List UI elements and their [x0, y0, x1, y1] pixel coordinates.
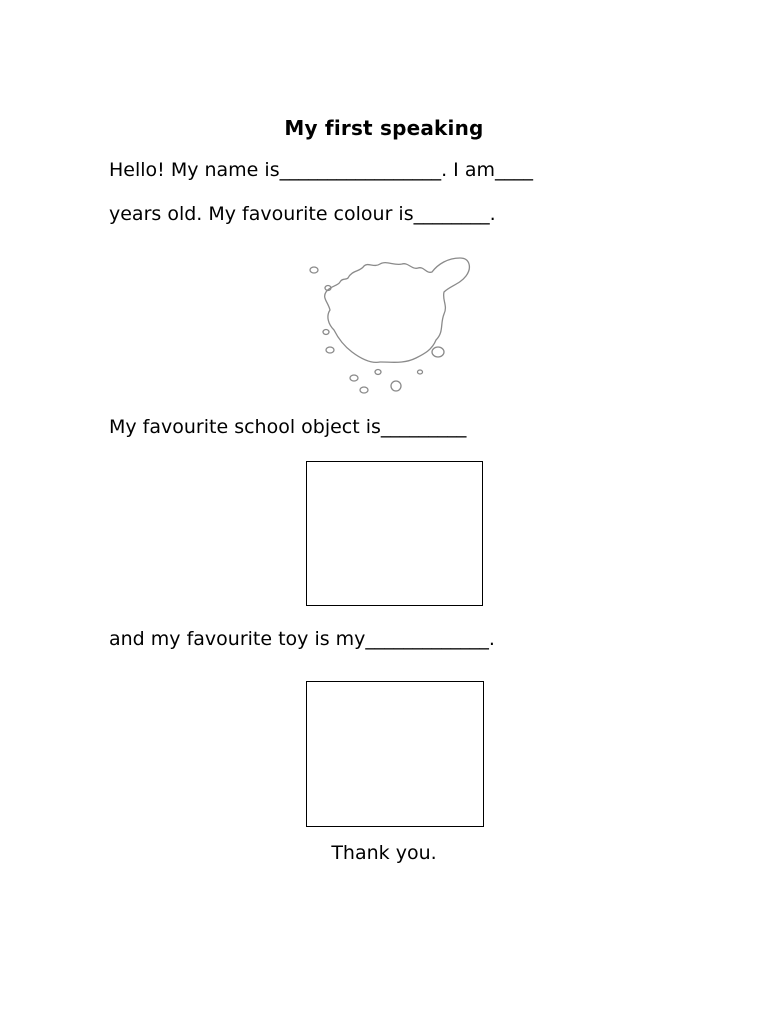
- school-object-line: My favourite school object is_________: [109, 416, 467, 438]
- favourite-toy-line: and my favourite toy is my_____________.: [109, 628, 495, 650]
- paint-splat-icon: [308, 254, 478, 400]
- favourite-colour-line: years old. My favourite colour is________.: [109, 203, 496, 225]
- worksheet-title: My first speaking: [284, 116, 484, 140]
- school-object-drawing-box: [306, 461, 483, 606]
- closing-text: Thank you.: [331, 842, 437, 864]
- name-age-line: Hello! My name is_________________. I am____: [109, 159, 533, 181]
- toy-drawing-box: [306, 681, 484, 827]
